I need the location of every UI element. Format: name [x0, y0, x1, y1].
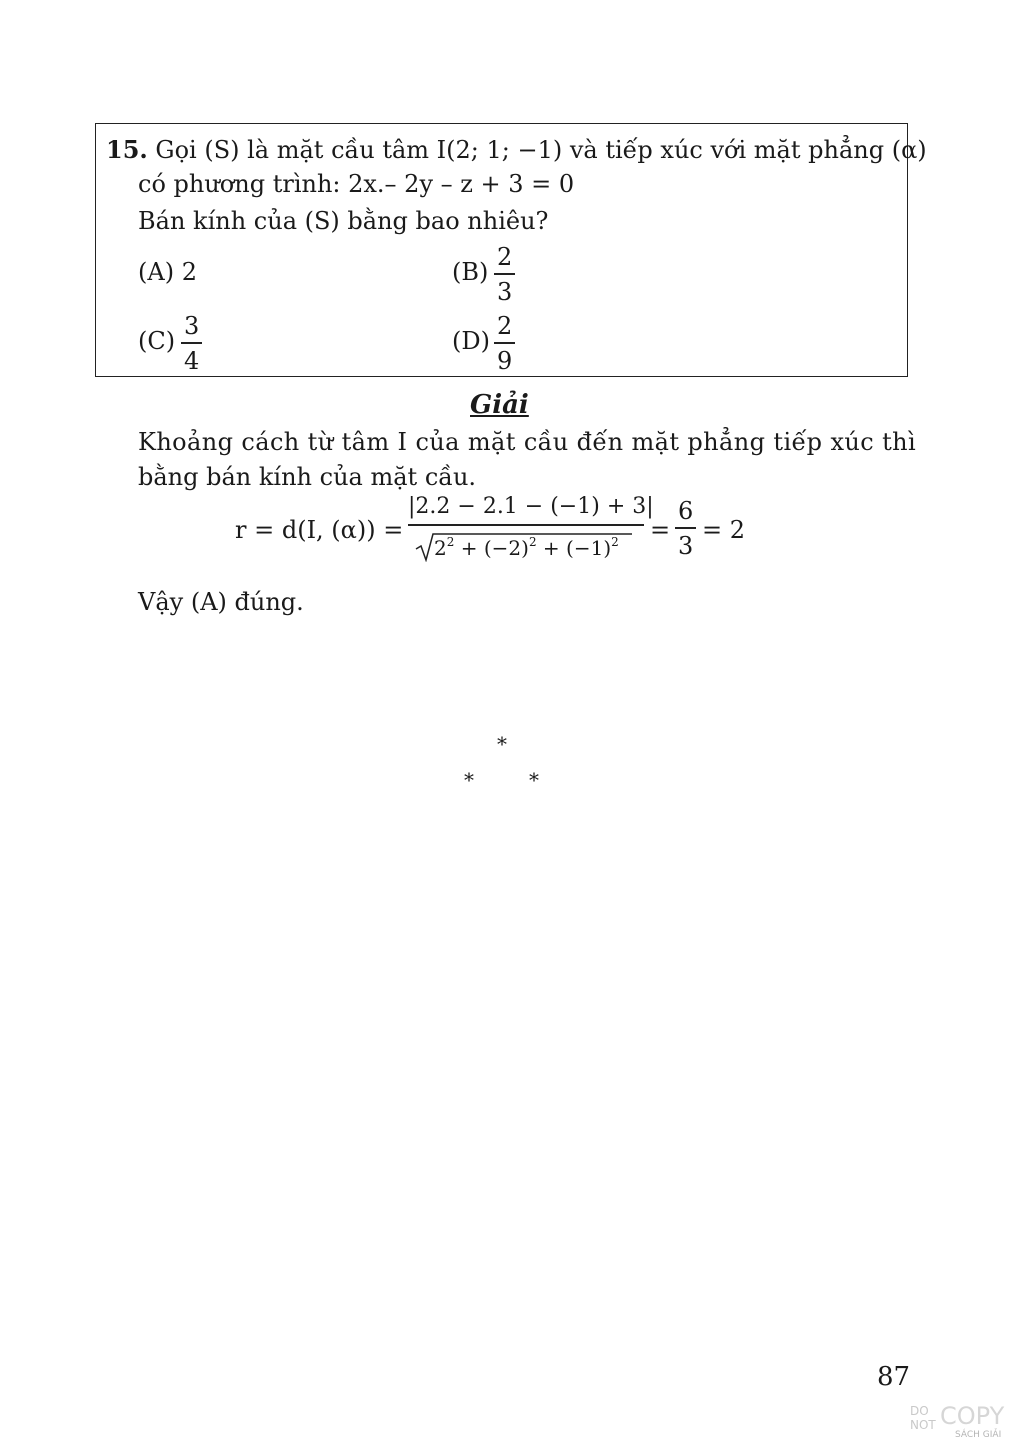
stamp-brand: SÁCH GIẢI	[955, 1430, 1002, 1440]
den-exponent-3: 2	[611, 534, 619, 549]
den-exponent-2: 2	[528, 534, 537, 549]
problem-statement: Gọi (S) là mặt cầu tâm I(2; 1; −1) và tiếp xúc với mặt phẳng (α)	[155, 136, 927, 164]
solution-title: Giải	[470, 390, 529, 420]
den-exponent-1: 2	[446, 534, 455, 549]
formula-result-denominator: 3	[678, 531, 694, 560]
star-left: *	[464, 768, 474, 792]
den-term-1: 2	[434, 535, 447, 560]
formula-numerator: |2.2 − 2.1 − (−1) + 3|	[408, 494, 654, 519]
page-number: 87	[877, 1362, 911, 1392]
formula-main-fraction	[408, 494, 654, 560]
stamp-do: DO	[910, 1404, 929, 1418]
option-a: (A) 2	[138, 258, 197, 286]
solution-conclusion: Vậy (A) đúng.	[138, 588, 304, 616]
stamp-copy: COPY	[940, 1402, 1005, 1430]
formula-equals-1: =	[650, 516, 671, 544]
option-d-numerator: 2	[497, 312, 513, 340]
option-b-denominator: 3	[497, 277, 513, 306]
problem-line-1	[106, 135, 927, 164]
star-right: *	[529, 768, 539, 792]
formula-denominator-text	[434, 536, 619, 560]
option-b-label: (B)	[452, 258, 489, 286]
option-c-denominator: 4	[184, 346, 200, 375]
option-c-label: (C)	[138, 327, 176, 355]
den-term-3: + (−1)	[536, 535, 612, 560]
star-top: *	[497, 732, 507, 756]
solution-paragraph-line-2: bằng bán kính của mặt cầu.	[138, 463, 477, 491]
option-b-numerator: 2	[497, 243, 513, 271]
stamp-not: NOT	[910, 1418, 936, 1432]
option-c-numerator: 3	[184, 312, 200, 340]
formula-result-fraction	[675, 499, 696, 558]
option-d-denominator: 9	[497, 346, 513, 375]
option-c-fraction	[181, 314, 202, 373]
problem-equation: có phương trình: 2x.– 2y – z + 3 = 0	[138, 170, 575, 198]
formula-lhs: r = d(I, (α)) =	[235, 516, 404, 544]
option-d-fraction	[494, 314, 515, 373]
problem-question: Bán kính của (S) bằng bao nhiêu?	[138, 207, 549, 235]
option-b-fraction	[494, 245, 515, 304]
formula-fraction-bar	[408, 524, 644, 526]
problem-number: 15.	[106, 135, 148, 164]
option-d-label: (D)	[452, 327, 490, 355]
solution-paragraph-line-1: Khoảng cách từ tâm I của mặt cầu đến mặt phẳng tiếp xúc thì	[138, 428, 917, 456]
den-term-2: + (−2)	[454, 535, 529, 560]
formula-denominator	[408, 536, 644, 558]
formula-result-numerator: 6	[678, 497, 694, 525]
formula-result: = 2	[702, 516, 746, 544]
